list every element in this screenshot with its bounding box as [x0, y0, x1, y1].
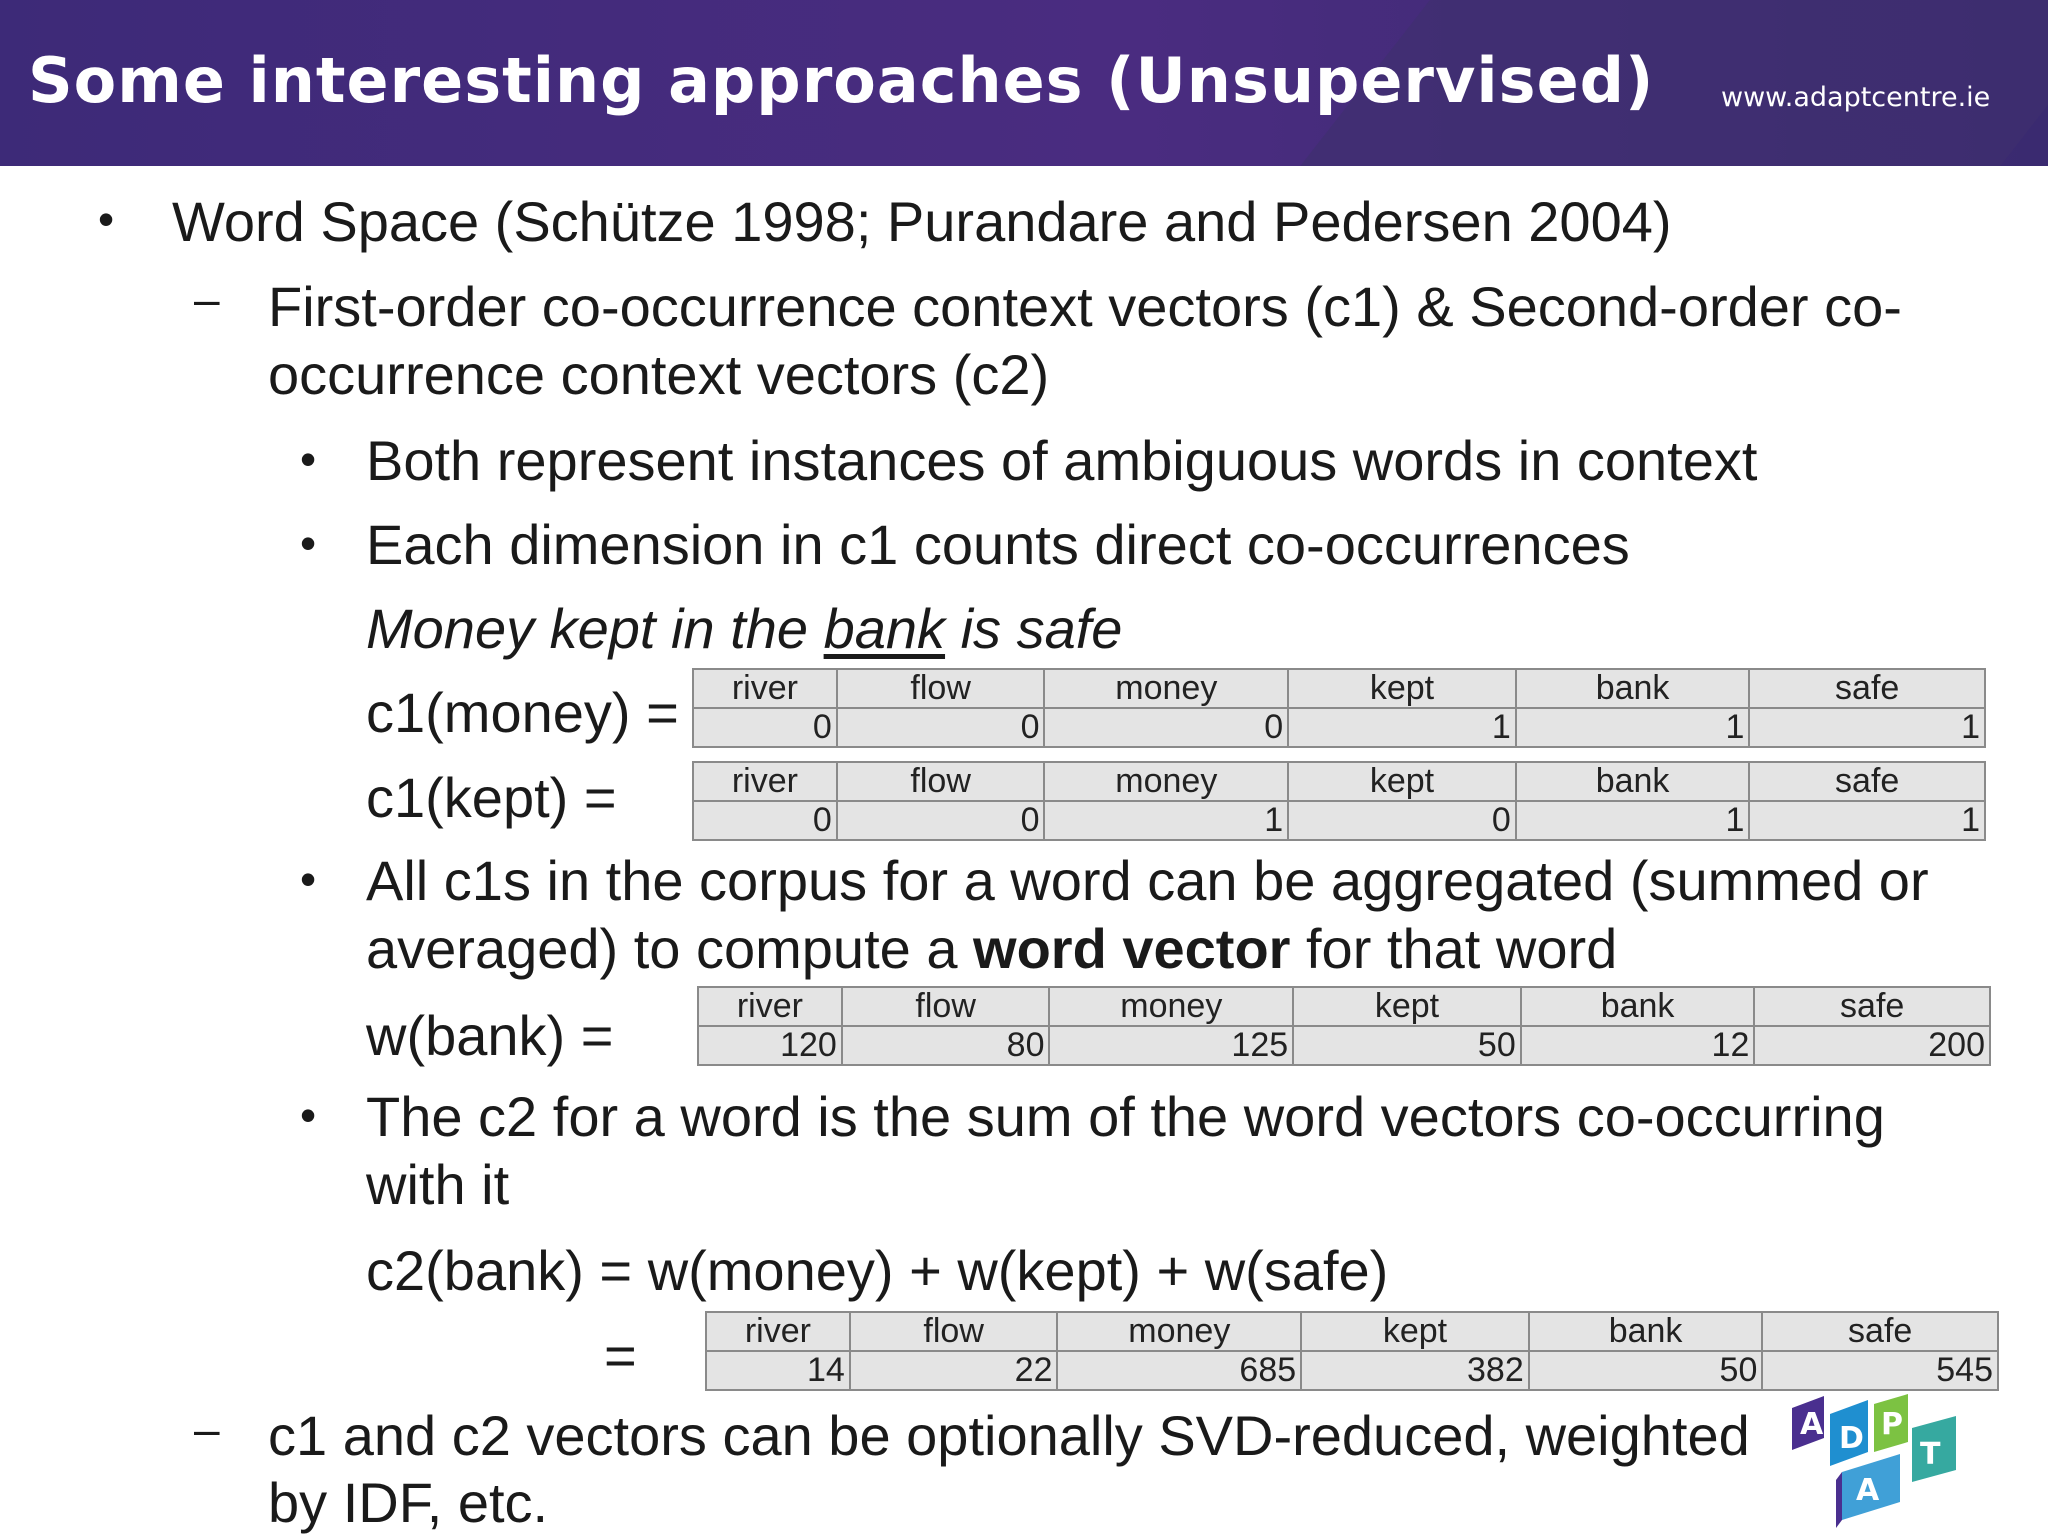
logo-letter-a2: A — [1856, 1473, 1880, 1508]
column-header-money: money — [1044, 762, 1288, 801]
column-header-river: river — [693, 762, 837, 801]
c2-equals-sign: = — [604, 1324, 637, 1387]
c2-bank-vector-table — [705, 1311, 1999, 1391]
logo-letter-d: D — [1839, 1421, 1864, 1456]
example-target-word: bank — [823, 597, 946, 660]
column-header-money: money — [1044, 669, 1288, 708]
column-header-flow: flow — [850, 1312, 1058, 1351]
column-header-bank: bank — [1516, 762, 1750, 801]
subbullet-orders-line2: occurrence context vectors (c2) — [268, 343, 1050, 406]
title-bar — [0, 0, 2048, 166]
aggregate-post: for that word — [1290, 917, 1618, 980]
bullet-c2-line2: with it — [366, 1153, 510, 1216]
column-header-river: river — [698, 987, 842, 1026]
c2-bank-formula: c2(bank) = w(money) + w(kept) + w(safe) — [366, 1239, 1389, 1302]
bullet-each-dimension: Each dimension in c1 counts direct co-occurrences — [366, 513, 1630, 576]
cell-kept: 50 — [1293, 1026, 1521, 1065]
c1-kept-vector-table — [692, 761, 1986, 841]
bullet-word-space: Word Space (Schütze 1998; Purandare and Pedersen 2004) — [172, 190, 1672, 253]
logo-letter-p: P — [1881, 1407, 1903, 1442]
cell-bank: 1 — [1516, 708, 1750, 747]
cell-safe: 545 — [1762, 1351, 1998, 1390]
column-header-flow: flow — [837, 669, 1045, 708]
example-post: is safe — [945, 597, 1123, 660]
cell-kept: 1 — [1288, 708, 1516, 747]
cell-river: 14 — [706, 1351, 850, 1390]
column-header-money: money — [1057, 1312, 1301, 1351]
bullet-marker: • — [300, 517, 317, 569]
cell-safe: 200 — [1754, 1026, 1990, 1065]
column-header-safe: safe — [1754, 987, 1990, 1026]
subbullet-svd-line2: by IDF, etc. — [268, 1471, 549, 1534]
bullet-c2-line1: The c2 for a word is the sum of the word vectors co-occurring — [366, 1085, 1885, 1148]
column-header-river: river — [706, 1312, 850, 1351]
bullet-marker: • — [98, 193, 115, 245]
c1-kept-label: c1(kept) = — [366, 766, 617, 829]
column-header-bank: bank — [1516, 669, 1750, 708]
w-bank-label: w(bank) = — [366, 1004, 614, 1067]
bullet-marker: • — [300, 433, 317, 485]
adapt-logo — [1790, 1390, 2005, 1530]
dash-marker: – — [194, 1403, 220, 1455]
cell-flow: 0 — [837, 801, 1045, 840]
cell-bank: 50 — [1529, 1351, 1763, 1390]
column-header-safe: safe — [1749, 762, 1985, 801]
column-header-kept: kept — [1288, 669, 1516, 708]
aggregate-pre: averaged) to compute a — [366, 917, 974, 980]
w-bank-vector-table — [697, 986, 1991, 1066]
cell-kept: 0 — [1288, 801, 1516, 840]
cell-money: 0 — [1044, 708, 1288, 747]
website-url: www.adaptcentre.ie — [1721, 82, 1991, 113]
cell-river: 0 — [693, 801, 837, 840]
logo-letter-t: T — [1920, 1437, 1941, 1472]
column-header-kept: kept — [1293, 987, 1521, 1026]
column-header-river: river — [693, 669, 837, 708]
column-header-money: money — [1049, 987, 1293, 1026]
cell-river: 0 — [693, 708, 837, 747]
word-vector-term: word vector — [973, 917, 1291, 980]
bullet-marker: • — [300, 1089, 317, 1141]
cell-river: 120 — [698, 1026, 842, 1065]
column-header-flow: flow — [842, 987, 1050, 1026]
column-header-kept: kept — [1301, 1312, 1529, 1351]
column-header-flow: flow — [837, 762, 1045, 801]
cell-kept: 382 — [1301, 1351, 1529, 1390]
bullet-aggregate-line2 — [366, 917, 1618, 980]
bullet-both-represent: Both represent instances of ambiguous words in context — [366, 429, 1758, 492]
cell-bank: 1 — [1516, 801, 1750, 840]
subbullet-svd-line1: c1 and c2 vectors can be optionally SVD-reduced, weighted — [268, 1404, 1750, 1467]
cell-money: 125 — [1049, 1026, 1293, 1065]
cell-safe: 1 — [1749, 708, 1985, 747]
cell-safe: 1 — [1749, 801, 1985, 840]
example-sentence — [366, 597, 1123, 660]
column-header-bank: bank — [1529, 1312, 1763, 1351]
c1-money-vector-table — [692, 668, 1986, 748]
bullet-aggregate-line1: All c1s in the corpus for a word can be aggregated (summed or — [366, 849, 1929, 912]
cell-money: 1 — [1044, 801, 1288, 840]
dash-marker: – — [194, 273, 220, 325]
cell-flow: 22 — [850, 1351, 1058, 1390]
cell-bank: 12 — [1521, 1026, 1755, 1065]
logo-letter-a: A — [1800, 1407, 1824, 1442]
cell-money: 685 — [1057, 1351, 1301, 1390]
column-header-kept: kept — [1288, 762, 1516, 801]
column-header-bank: bank — [1521, 987, 1755, 1026]
cell-flow: 0 — [837, 708, 1045, 747]
cell-flow: 80 — [842, 1026, 1050, 1065]
column-header-safe: safe — [1762, 1312, 1998, 1351]
subbullet-orders-line1: First-order co-occurrence context vectors (c1) & Second-order co- — [268, 275, 1902, 338]
bullet-marker: • — [300, 853, 317, 905]
c1-money-label: c1(money) = — [366, 681, 679, 744]
slide-title: Some interesting approaches (Unsupervised) — [28, 44, 1655, 117]
example-pre: Money kept in the — [366, 597, 824, 660]
column-header-safe: safe — [1749, 669, 1985, 708]
